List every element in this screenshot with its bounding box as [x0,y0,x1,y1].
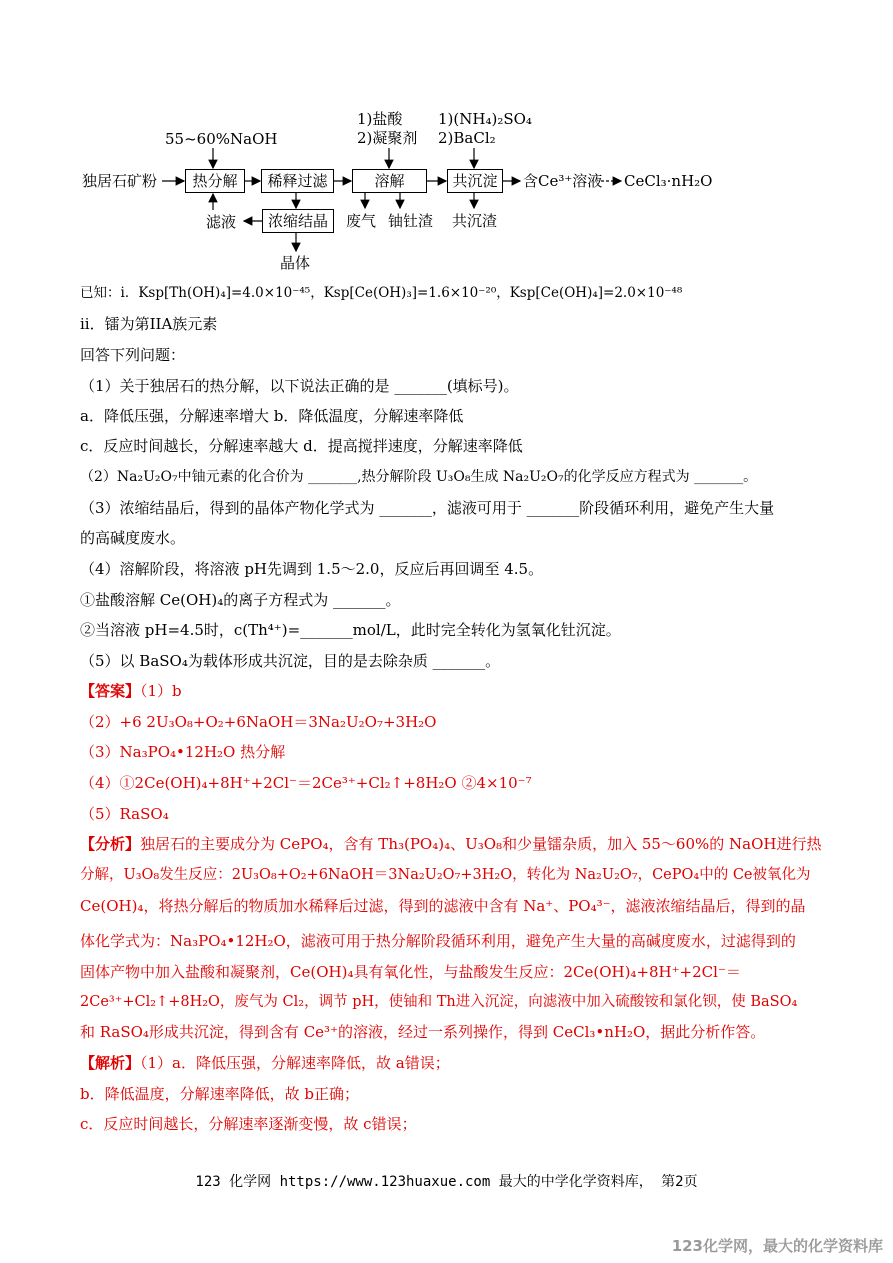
product-cecl3-label: CeCl₃·nH₂O [624,172,713,190]
waste-coprecip-residue-label: 共沉渣 [452,212,498,230]
analysis-line-5: 固体产物中加入盐酸和凝聚剂，Ce(OH)₄具有氧化性，与盐酸发生反应：2Ce(OH)₄+8H⁺+2Cl⁻＝ [80,963,741,981]
reagent-hcl-label: 1)盐酸 [357,110,403,128]
analysis-line-3: Ce(OH)₄，将热分解后的物质加水稀释后过滤，得到的滤液中含有 Na⁺、PO₄³⁻，滤液浓缩结晶后，得到的晶 [80,897,806,915]
q3-line: （3）浓缩结晶后，得到的晶体产物化学式为 _______，滤液可用于 _______阶段循环利用，避免产生大量 [80,499,775,517]
step-dilute-filter: 稀释过滤 [261,169,334,193]
solution-line-2: b．降低温度，分解速率降低，故 b正确； [80,1085,359,1103]
known-radium-line: ii．镭为第IIA族元素 [80,315,218,333]
solution-line-3: c．反应时间越长，分解速率逐渐变慢，故 c错误； [80,1115,417,1133]
answer-tag: 【答案】 [80,682,141,700]
reagent-naoh-label: 55~60%NaOH [165,130,278,148]
answer-prompt-line: 回答下列问题： [80,346,186,364]
answer-5: （5）RaSO₄ [80,805,169,823]
step-coprecipitation: 共沉淀 [447,169,503,193]
analysis-line-6: 2Ce³⁺+Cl₂↑+8H₂O，废气为 Cl₂，调节 pH，使铀和 Th进入沉淀，向滤液中加入硫酸铵和氯化钡，使 BaSO₄ [80,994,798,1010]
q5-line: （5）以 BaSO₄为载体形成共沉淀，目的是去除杂质 _______。 [80,652,501,670]
watermark: 123化学网，最大的化学资料库 [671,1237,883,1255]
answer-1: （1）b [140,682,182,700]
analysis-tag: 【分析】 [80,835,141,853]
product-ce-solution-label: 含Ce³⁺溶液 [523,172,603,190]
reagent-coagulant-label: 2)凝聚剂 [357,129,418,147]
answer-4: （4）①2Ce(OH)₄+8H⁺+2Cl⁻＝2Ce³⁺+Cl₂↑+8H₂O ②4×10⁻⁷ [80,774,532,792]
solution-tag: 【解析】 [80,1054,141,1072]
analysis-line-2: 分解，U₃O₈发生反应：2U₃O₈+O₂+6NaOH＝3Na₂U₂O₇+3H₂O，转化为 Na₂U₂O₇，CePO₄中的 Ce被氧化为 [80,867,811,883]
solution-line-1 [80,1053,450,1073]
reagent-ammonium-sulfate-label: 1)(NH₄)₂SO₄ [438,110,532,128]
q2-line: （2）Na₂U₂O₇中铀元素的化合价为 _______,热分解阶段 U₃O₈生成 Na₂U₂O₇的化学反应方程式为 _______。 [80,469,758,485]
q4-sub1-line: ①盐酸溶解 Ce(OH)₄的离子方程式为 _______。 [80,591,401,609]
crystal-label: 晶体 [280,254,311,272]
answer-line-1 [80,681,182,701]
q3-line-cont: 的高碱度废水。 [80,529,186,547]
analysis-text-1: 独居石的主要成分为 CePO₄，含有 Th₃(PO₄)₄、U₃O₈和少量镭杂质，加入 55～60%的 NaOH进行热 [140,835,822,853]
q1-options-ab: a．降低压强，分解速率增大 b．降低温度，分解速率降低 [80,407,464,425]
q4-sub2-line: ②当溶液 pH=4.5时，c(Th⁴⁺)=_______mol/L，此时完全转化为氢氧化钍沉淀。 [80,621,621,639]
q1-line: （1）关于独居石的热分解，以下说法正确的是 _______(填标号)。 [80,377,519,395]
solution-text-1: （1）a．降低压强，分解速率降低，故 a错误； [140,1054,450,1072]
raw-material-label: 独居石矿粉 [82,172,158,190]
analysis-line-1 [80,834,822,854]
step-concentrate-crystallize: 浓缩结晶 [262,209,334,233]
analysis-line-7: 和 RaSO₄形成共沉淀，得到含有 Ce³⁺的溶液，经过一系列操作，得到 CeCl₃•nH₂O，据此分析作答。 [80,1023,766,1041]
waste-gas-label: 废气 [346,212,377,230]
waste-uth-residue-label: 铀钍渣 [388,212,434,230]
analysis-line-4: 体化学式为：Na₃PO₄•12H₂O，滤液可用于热分解阶段循环利用，避免产生大量的高碱度废水，过滤得到的 [80,932,796,950]
step-thermal-decomposition: 热分解 [185,169,245,193]
reagent-bacl2-label: 2)BaCl₂ [438,129,496,147]
known-ksp-line: 已知：i．Ksp[Th(OH)₄]=4.0×10⁻⁴⁵，Ksp[Ce(OH)₃]=1.6×10⁻²⁰，Ksp[Ce(OH)₄]=2.0×10⁻⁴⁸ [80,285,683,301]
q1-options-cd: c．反应时间越长，分解速率越大 d．提高搅拌速度，分解速率降低 [80,437,523,455]
answer-2: （2）+6 2U₃O₈+O₂+6NaOH＝3Na₂U₂O₇+3H₂O [80,713,437,731]
page-footer: 123 化学网 https://www.123huaxue.com 最大的中学化学资料库， 第2页 [195,1174,698,1190]
filtrate-label: 滤液 [206,213,237,231]
q4-line: （4）溶解阶段，将溶液 pH先调到 1.5～2.0，反应后再回调至 4.5。 [80,560,544,578]
answer-3: （3）Na₃PO₄•12H₂O 热分解 [80,743,286,761]
step-dissolve: 溶解 [352,169,427,193]
